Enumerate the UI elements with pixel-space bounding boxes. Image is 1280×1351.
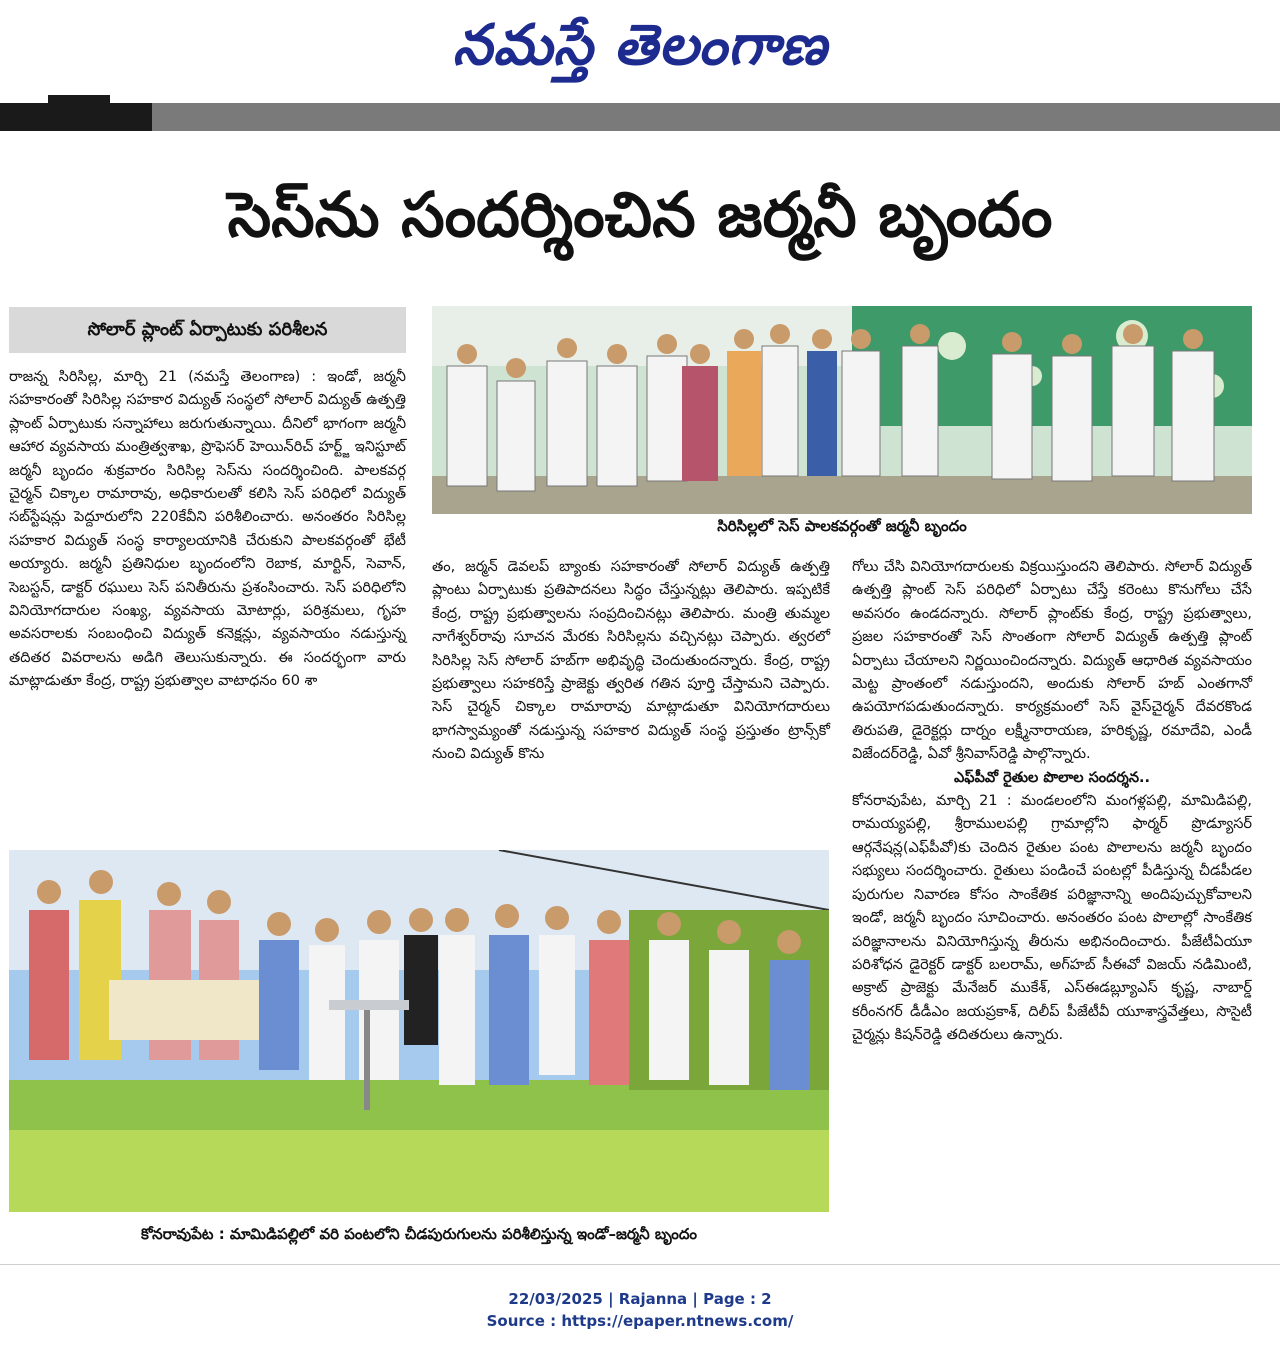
field-photo-illustration	[9, 850, 829, 1212]
article-column-3	[852, 556, 1252, 1048]
article-column-2	[432, 556, 830, 767]
newspaper-logo: నమస్తే తెలంగాణ	[452, 13, 828, 78]
band-mark	[48, 95, 110, 111]
edition-line: 22/03/2025 | Rajanna | Page : 2	[508, 1290, 772, 1308]
group-photo	[432, 306, 1252, 514]
section-band	[0, 103, 1280, 131]
article-text-1: రాజన్న సిరిసిల్ల, మార్చి 21 (నమస్తే తెలంగాణ) : ఇండో, జర్మనీ సహకారంతో సిరిసిల్ల సహకార విద్యుత్ సంస్థలో సోలార్ విద్యుత్ ఉత్పత్తి ప్లాంట్ ఏర్పాటుకు సన్నాహాలు జరుగుతున్నాయి. దీనిలో భాగంగా జర్మనీ ఆహార వ్యవసాయ మంత్రిత్వశాఖ, ప్రొఫెసర్ హెయిన్‌రిచ్ హర్ట్జ్ ఇనిస్టూట్ జర్మనీ బృందం శుక్రవారం సిరిసిల్ల సెస్‌ను సందర్శించింది. పాలకవర్గ చైర్మన్ చిక్కాల రామారావు, అధికారులతో కలిసి సెస్ పరిధిలో విద్యుత్ సబ్‌స్టేషన్లు పెద్దూరులోని 220కేవీని పరిశీలించారు. అనంతరం సిరిసిల్ల సహకార విద్యుత్ సంస్థ కార్యాలయానికి చేరుకుని పాలకవర్గంతో భేటీ అయ్యారు. జర్మనీ ప్రతినిధుల బృందంలోని రెబాక, మార్టిన్, సెవాన్, సెబస్టన్, డాక్టర్ రఘులు సెస్ పనితీరును ప్రశంసించారు. సెస్ పరిధిలోని వినియోగదారుల సంఖ్య, వ్యవసాయ మోటార్లు, పరిశ్రమలు, గృహ అవసరాలకు సంబంధించి విద్యుత్ కనెక్షన్లు, వ్యవసాయం నడుస్తున్న తదితర వివరాలను అడిగి తెలుసుకున్నారు. ఈ సందర్భంగా వారు మాట్లాడుతూ కేంద్ర, రాష్ట్ర ప్రభుత్వాల వాటాధనం 60 శా	[9, 369, 406, 690]
field-photo	[9, 850, 829, 1212]
article-text-3b: కోనరావుపేట, మార్చి 21 : మండలంలోని మంగళ్లపల్లి, మామిడిపల్లి, రామయ్యపల్లి, శ్రీరాములపల్లి గ్రామాల్లోని ఫార్మర్ ప్రొడ్యూసర్ ఆర్గనేషన్ల(ఎఫ్‌పీవో)కు చెందిన రైతుల పంట పొలాలను జర్మనీ బృందం సభ్యులు సందర్శించారు. రైతులు పండించే పంటల్లో పీడిస్తున్న చీడపీడల పురుగుల నివారణ కోసం సాంకేతిక పరిజ్ఞానాన్ని అందిపుచ్చుకోవాలని ఇండో, జర్మనీ బృందం సూచించారు. అనంతరం పంట పొలాల్లో సాంకేతిక పరిజ్ఞానాలను వినియోగిస్తున్న తీరును అభినందించారు. పీజేటీఏయూ పరిశోధన డైరెక్టర్ డాక్టర్ బలరామ్, అగ్‌హబ్ సీఈవో విజయ్ నడిమింటి, అక్రాట్ ప్రాజెక్టు మేనేజర్ ముకేశ్, ఎస్‌ఈడబ్ల్యూఎస్ కృష్ణ, నాబార్డ్ కరీంనగర్ డీడీఎం జయప్రకాశ్, దిలీప్ పీజేటీవీ యూశాస్త్రవేత్తలు, సొసైటీ చైర్మన్లు కిషన్‌రెడ్డి తదితరులు ఉన్నారు.	[852, 793, 1252, 1044]
headline: సెస్‌ను సందర్శించిన జర్మనీ బృందం	[227, 178, 1053, 251]
sub-story-heading: ఎఫ్‌పీవో రైతుల పొలాల సందర్శన..	[953, 769, 1151, 786]
article-text-3a: గోలు చేసి వినియోగదారులకు విక్రయిస్తుందని తెలిపారు. సోలార్ విద్యుత్ ఉత్పత్తి ప్లాంట్ సెస్ పరిధిలో ఏర్పాటు చేస్తే కరెంటు కొనుగోలు చేసే అవసరం ఉండదన్నారు. సోలార్ ప్లాంట్‌కు కేంద్ర, రాష్ట్ర ప్రభుత్వాలు, ప్రజల సహకారంతో సెస్ సొంతంగా సోలార్ విద్యుత్ ఉత్పత్తి ప్లాంట్ ఏర్పాటు చేయాలని నిర్ణయించిందన్నారు. విద్యుత్ ఆధారిత వ్యవసాయం మెట్ట ప్రాంతంలో నడుస్తుందని, అందుకు సోలార్ హబ్ ఎంతగానో ఉపయోగపడుతుందన్నారు. కార్యక్రమంలో సెస్ వైస్‌చైర్మన్ దేవరకొండ తిరుపతి, డైరెక్టర్లు దార్నం లక్ష్మీనారాయణ, హరికృష్ణ, రమాదేవి, ఎండీ విజేందర్‌రెడ్డి, ఏవో శ్రీనివాస్‌రెడ్డి పాల్గొన్నారు.	[852, 559, 1252, 763]
masthead	[0, 0, 1280, 92]
group-photo-illustration	[432, 306, 1252, 514]
photo-caption-2: కోనరావుపేట : మామిడిపల్లిలో వరి పంటలోని చీడపురుగులను పరిశీలిస్తున్న ఇండో–జర్మనీ బృందం	[140, 1225, 698, 1243]
subheadline-box: సోలార్ ప్లాంట్ ఏర్పాటుకు పరిశీలన	[9, 307, 406, 353]
photo-caption-1: సిరిసిల్లలో సెస్ పాలకవర్గంతో జర్మనీ బృందం	[717, 517, 967, 535]
source-link[interactable]: Source : https://epaper.ntnews.com/	[486, 1312, 794, 1330]
article-column-1	[9, 366, 406, 694]
article-text-2: తం, జర్మన్ డెవలప్ బ్యాంకు సహకారంతో సోలార్ విద్యుత్ ఉత్పత్తి ప్లాంటు ఏర్పాటుకు ప్రతిపాదనలు సిద్ధం చేస్తున్నట్లు తెలిపారు. ఇప్పటికే కేంద్ర, రాష్ట్ర ప్రభుత్వాలను సంప్రదించినట్లు తెలిపారు. మంత్రి తుమ్మల నాగేశ్వర్‌రావు సూచన మేరకు సిరిసిల్లను వచ్చినట్లు చెప్పారు. త్వరలో సిరిసిల్ల సెస్ సోలార్ హబ్‌గా అభివృద్ధి చెందుతుందన్నారు. కేంద్ర, రాష్ట్ర ప్రభుత్వాలు సహకరిస్తే ప్రాజెక్టు త్వరిత గతిన పూర్తి చేస్తామని చెప్పారు. సెస్ చైర్మన్ చిక్కాల రామారావు మాట్లాడుతూ వినియోగదారులు భాగస్వామ్యంతో నడుస్తున్న సహకార విద్యుత్ సంస్థ ప్రస్తుతం ట్రాన్స్‌కో నుంచి విద్యుత్ కొను	[432, 559, 830, 763]
footer-rule	[0, 1264, 1280, 1265]
